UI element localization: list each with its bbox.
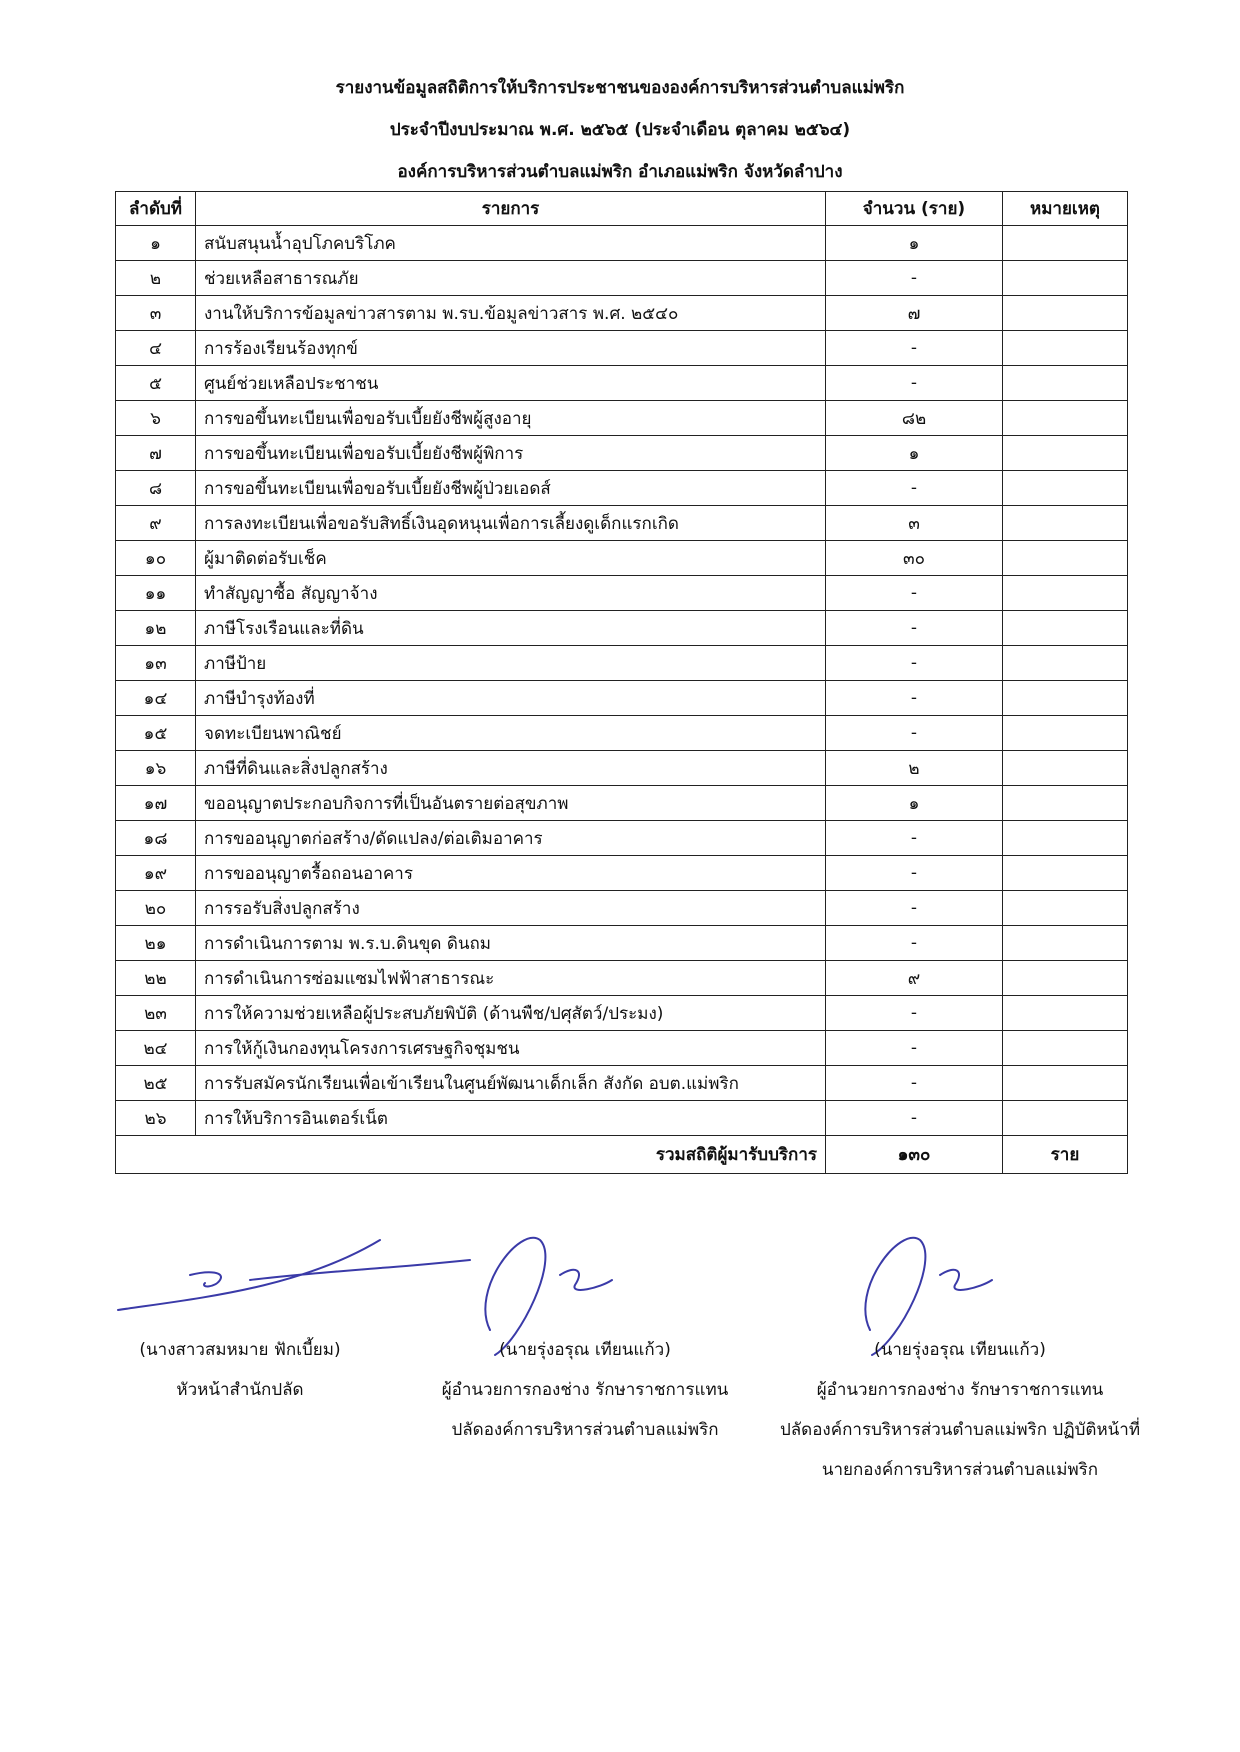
- signature-1-mark: [190, 1272, 221, 1286]
- row-count: ๘๒: [826, 401, 1003, 436]
- table-row: [116, 856, 1128, 891]
- row-item: การขอขึ้นทะเบียนเพื่อขอรับเบี้ยยังชีพผู้ป่วยเอดส์: [196, 471, 826, 506]
- row-item: สนับสนุนน้ำอุปโภคบริโภค: [196, 226, 826, 261]
- table-row: [116, 891, 1128, 926]
- table-row: [116, 436, 1128, 471]
- row-number: ๑๙: [116, 856, 196, 891]
- row-item: การร้องเรียนร้องทุกข์: [196, 331, 826, 366]
- row-remark: [1003, 471, 1128, 506]
- statistics-table: [115, 191, 1128, 1174]
- table-row: [116, 331, 1128, 366]
- signer-1-title: หัวหน้าสำนักปลัด: [176, 1380, 304, 1400]
- signature-2-tail: [560, 1270, 612, 1290]
- table-row: [116, 226, 1128, 261]
- signature-1-line: [250, 1260, 470, 1280]
- row-count: ๑: [826, 786, 1003, 821]
- row-item: การรอรับสิ่งปลูกสร้าง: [196, 891, 826, 926]
- row-item: การรับสมัครนักเรียนเพื่อเข้าเรียนในศูนย์พัฒนาเด็กเล็ก สังกัด อบต.แม่พริก: [196, 1066, 826, 1101]
- signer-2-title-line-1: ผู้อำนวยการกองช่าง รักษาราชการแทน: [441, 1380, 729, 1400]
- row-remark: [1003, 331, 1128, 366]
- row-count: ๗: [826, 296, 1003, 331]
- row-number: ๒๑: [116, 926, 196, 961]
- row-count: -: [826, 926, 1003, 961]
- row-remark: [1003, 681, 1128, 716]
- table-row: [116, 366, 1128, 401]
- row-number: ๑๗: [116, 786, 196, 821]
- row-remark: [1003, 506, 1128, 541]
- row-number: ๖: [116, 401, 196, 436]
- row-remark: [1003, 1101, 1128, 1136]
- row-item: ขออนุญาตประกอบกิจการที่เป็นอันตรายต่อสุขภาพ: [196, 786, 826, 821]
- signer-3-title-line-2: ปลัดองค์การบริหารส่วนตำบลแม่พริก ปฏิบัติหน้าที่: [779, 1420, 1141, 1440]
- col-header-remark: หมายเหตุ: [1003, 192, 1128, 226]
- table-body: [116, 226, 1128, 1136]
- signature-block-3: [750, 1330, 1170, 1490]
- table-row: [116, 296, 1128, 331]
- row-remark: [1003, 261, 1128, 296]
- row-item: ผู้มาติดต่อรับเช็ค: [196, 541, 826, 576]
- row-count: -: [826, 891, 1003, 926]
- row-number: ๒๕: [116, 1066, 196, 1101]
- row-remark: [1003, 821, 1128, 856]
- total-row: [116, 1136, 1128, 1174]
- signer-3-name: (นายรุ่งอรุณ เทียนแก้ว): [874, 1340, 1046, 1360]
- row-remark: [1003, 401, 1128, 436]
- table-row: [116, 506, 1128, 541]
- row-item: ทำสัญญาซื้อ สัญญาจ้าง: [196, 576, 826, 611]
- table-row: [116, 576, 1128, 611]
- row-remark: [1003, 926, 1128, 961]
- row-number: ๑๓: [116, 646, 196, 681]
- row-count: -: [826, 716, 1003, 751]
- row-remark: [1003, 716, 1128, 751]
- row-number: ๒: [116, 261, 196, 296]
- row-item: ภาษีที่ดินและสิ่งปลูกสร้าง: [196, 751, 826, 786]
- row-item: การดำเนินการตาม พ.ร.บ.ดินขุด ดินถม: [196, 926, 826, 961]
- row-number: ๕: [116, 366, 196, 401]
- row-count: -: [826, 261, 1003, 296]
- table-row: [116, 786, 1128, 821]
- row-number: ๘: [116, 471, 196, 506]
- row-count: ๑: [826, 436, 1003, 471]
- table-row: [116, 646, 1128, 681]
- row-number: ๒๔: [116, 1031, 196, 1066]
- row-item: ภาษีโรงเรือนและที่ดิน: [196, 611, 826, 646]
- row-number: ๑: [116, 226, 196, 261]
- table-row: [116, 926, 1128, 961]
- table-row: [116, 681, 1128, 716]
- row-remark: [1003, 296, 1128, 331]
- report-organization: องค์การบริหารส่วนตำบลแม่พริก อำเภอแม่พริก จังหวัดลำปาง: [397, 162, 843, 182]
- row-count: -: [826, 996, 1003, 1031]
- row-count: -: [826, 611, 1003, 646]
- row-count: ๓๐: [826, 541, 1003, 576]
- row-remark: [1003, 646, 1128, 681]
- row-item: จดทะเบียนพาณิชย์: [196, 716, 826, 751]
- total-count: ๑๓๐: [826, 1136, 1003, 1174]
- row-item: การขออนุญาตรื้อถอนอาคาร: [196, 856, 826, 891]
- row-number: ๒๒: [116, 961, 196, 996]
- row-count: -: [826, 821, 1003, 856]
- row-number: ๒๓: [116, 996, 196, 1031]
- report-title: รายงานข้อมูลสถิติการให้บริการประชาชนขององค์การบริหารส่วนตำบลแม่พริก: [335, 78, 905, 98]
- row-count: ๑: [826, 226, 1003, 261]
- row-item: งานให้บริการข้อมูลข่าวสารตาม พ.รบ.ข้อมูลข่าวสาร พ.ศ. ๒๕๔๐: [196, 296, 826, 331]
- signature-3-tail: [940, 1270, 992, 1290]
- table-row: [116, 961, 1128, 996]
- row-item: การขอขึ้นทะเบียนเพื่อขอรับเบี้ยยังชีพผู้สูงอายุ: [196, 401, 826, 436]
- row-item: การให้กู้เงินกองทุนโครงการเศรษฐกิจชุมชน: [196, 1031, 826, 1066]
- row-count: -: [826, 681, 1003, 716]
- signer-1-name: (นางสาวสมหมาย ฟักเบี้ยม): [139, 1340, 341, 1360]
- table-row: [116, 1101, 1128, 1136]
- row-remark: [1003, 996, 1128, 1031]
- row-number: ๓: [116, 296, 196, 331]
- row-remark: [1003, 576, 1128, 611]
- row-count: -: [826, 646, 1003, 681]
- total-unit: ราย: [1003, 1136, 1128, 1174]
- row-remark: [1003, 961, 1128, 996]
- table-header-row: [116, 192, 1128, 226]
- signer-2-title-line-2: ปลัดองค์การบริหารส่วนตำบลแม่พริก: [451, 1420, 719, 1440]
- row-number: ๑๕: [116, 716, 196, 751]
- table-row: [116, 541, 1128, 576]
- table-row: [116, 716, 1128, 751]
- row-remark: [1003, 541, 1128, 576]
- row-item: การให้บริการอินเตอร์เน็ต: [196, 1101, 826, 1136]
- row-remark: [1003, 786, 1128, 821]
- row-remark: [1003, 751, 1128, 786]
- row-item: การลงทะเบียนเพื่อขอรับสิทธิ์เงินอุดหนุนเพื่อการเลี้ยงดูเด็กแรกเกิด: [196, 506, 826, 541]
- row-count: -: [826, 856, 1003, 891]
- row-count: -: [826, 1031, 1003, 1066]
- signer-3-title-line-1: ผู้อำนวยการกองช่าง รักษาราชการแทน: [816, 1380, 1104, 1400]
- row-number: ๔: [116, 331, 196, 366]
- col-header-number: ลำดับที่: [116, 192, 196, 226]
- row-item: ศูนย์ช่วยเหลือประชาชน: [196, 366, 826, 401]
- row-count: -: [826, 331, 1003, 366]
- row-count: -: [826, 471, 1003, 506]
- table-row: [116, 471, 1128, 506]
- row-count: ๓: [826, 506, 1003, 541]
- row-item: การให้ความช่วยเหลือผู้ประสบภัยพิบัติ (ด้านพืช/ปศุสัตว์/ประมง): [196, 996, 826, 1031]
- row-item: ภาษีบำรุงท้องที่: [196, 681, 826, 716]
- col-header-count: จำนวน (ราย): [826, 192, 1003, 226]
- row-remark: [1003, 366, 1128, 401]
- row-count: -: [826, 1066, 1003, 1101]
- col-header-item: รายการ: [196, 192, 826, 226]
- signer-3-title-line-3: นายกองค์การบริหารส่วนตำบลแม่พริก: [821, 1460, 1099, 1480]
- row-number: ๑๖: [116, 751, 196, 786]
- row-remark: [1003, 226, 1128, 261]
- total-label: รวมสถิติผู้มารับบริการ: [116, 1136, 826, 1174]
- signature-block-1: [90, 1330, 390, 1410]
- table-row: [116, 1066, 1128, 1101]
- signature-area: [0, 1180, 1240, 1500]
- table-row: [116, 751, 1128, 786]
- row-remark: [1003, 1066, 1128, 1101]
- row-item: การขอขึ้นทะเบียนเพื่อขอรับเบี้ยยังชีพผู้พิการ: [196, 436, 826, 471]
- table-row: [116, 996, 1128, 1031]
- table-row: [116, 1031, 1128, 1066]
- table-row: [116, 611, 1128, 646]
- row-number: ๙: [116, 506, 196, 541]
- row-count: ๙: [826, 961, 1003, 996]
- row-remark: [1003, 611, 1128, 646]
- row-item: การดำเนินการซ่อมแซมไฟฟ้าสาธารณะ: [196, 961, 826, 996]
- table-row: [116, 821, 1128, 856]
- row-number: ๒๖: [116, 1101, 196, 1136]
- row-number: ๑๘: [116, 821, 196, 856]
- signature-block-2: [400, 1330, 770, 1450]
- row-item: ช่วยเหลือสาธารณภัย: [196, 261, 826, 296]
- row-number: ๑๔: [116, 681, 196, 716]
- row-remark: [1003, 436, 1128, 471]
- table-row: [116, 401, 1128, 436]
- row-item: ภาษีป้าย: [196, 646, 826, 681]
- row-number: ๗: [116, 436, 196, 471]
- row-number: ๑๑: [116, 576, 196, 611]
- row-number: ๑๐: [116, 541, 196, 576]
- row-remark: [1003, 1031, 1128, 1066]
- signature-1-stroke: [118, 1240, 380, 1310]
- row-remark: [1003, 856, 1128, 891]
- row-count: -: [826, 576, 1003, 611]
- row-remark: [1003, 891, 1128, 926]
- row-number: ๒๐: [116, 891, 196, 926]
- row-item: การขออนุญาตก่อสร้าง/ดัดแปลง/ต่อเติมอาคาร: [196, 821, 826, 856]
- report-period: ประจำปีงบประมาณ พ.ศ. ๒๕๖๕ (ประจำเดือน ตุลาคม ๒๕๖๔): [389, 120, 851, 140]
- row-count: -: [826, 1101, 1003, 1136]
- row-count: ๒: [826, 751, 1003, 786]
- table-row: [116, 261, 1128, 296]
- row-number: ๑๒: [116, 611, 196, 646]
- row-count: -: [826, 366, 1003, 401]
- signer-2-name: (นายรุ่งอรุณ เทียนแก้ว): [499, 1340, 671, 1360]
